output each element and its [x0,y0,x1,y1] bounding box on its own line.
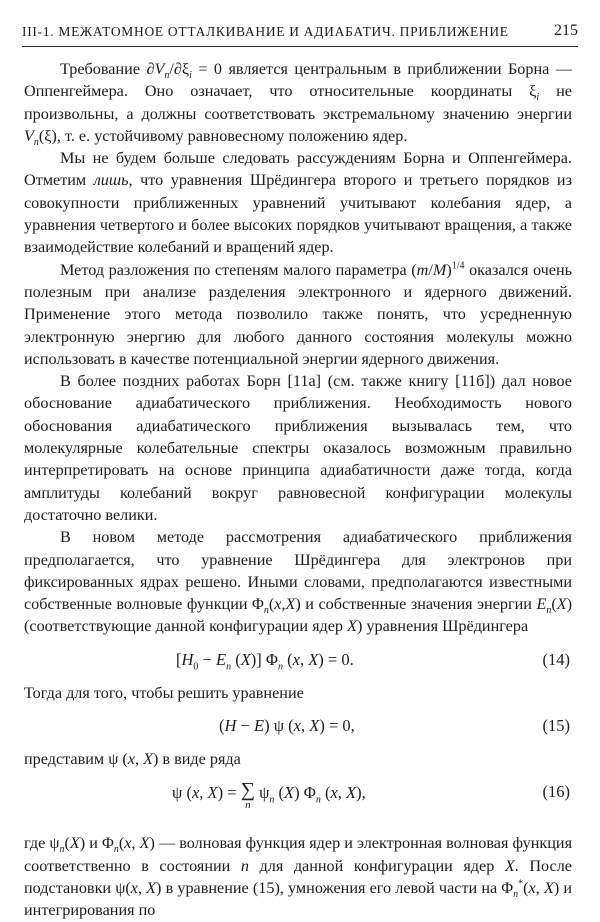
paragraph: Тогда для того, чтобы решить уравнение [24,683,304,702]
equation-formula: [$H_0 - E_n$ (X)] $\Phi_n$ (x, X) = 0. [176,649,354,673]
equation-formula [172,781,366,811]
equation-16 [24,770,572,832]
equation-number: (14) [542,649,570,669]
equation-number: (16) [542,782,570,802]
equation-15 [24,704,572,748]
paragraph: В более поздних работах Борн [11а] (см. также книгу [11б]) дал новое обоснование адиабатического приближения. Необходимость нового обоснования адиабатического приближения вызывалась тем, что молекулярные колебательные спектры оказалось возможным правильно интерпретировать на основе принципа адиабатичности даже тогда, когда амплитуды колебаний вокруг равновесной конфигурации молекулы достаточно велики. [24,372,572,524]
running-header [22,22,578,47]
paragraph: Мы не будем больше следовать рассуждениям Борна и Оппенгеймера. Отметим лишь, что уравнения Шрёдингера второго и третьего порядков из совокупности приближенных уравнений учитывают колебания ядер, а уравнения четвертого и более высоких порядков учитывают вращения, а также взаимодействие колебаний и вращений ядер. [24,149,572,257]
paragraph: представим ψ (x, X) в виде ряда [24,750,241,769]
equation-formula: (H − E) ψ (x, X) = 0, [219,716,355,736]
paragraph: Метод разложения по степеням малого параметра $(m/M)^{1/4}$ оказался очень полезным при анализе разделения электронного и ядерного движений. Применение этого метода позволило также понять, что усредненную электронную энергию для любого данного состояния молекулы можно использовать в качестве потенциальной энергии ядерного движения. [24,260,572,368]
page-number: 215 [554,22,578,39]
running-title: III-1. МЕЖАТОМНОЕ ОТТАЛКИВАНИЕ И АДИАБАТИЧ. ПРИБЛИЖЕНИЕ [22,24,509,39]
body-text [24,58,572,922]
summation-sign: ∑ n [240,779,255,812]
paragraph: где $\psi_n(X)$ и $\Phi_n(x$, X) — волновая функция ядер и электронная волновая функция соответственно в состоянии n для данной конфигурации ядер X. После подстановки ψ(x, X) в уравнение (15), умножения его левой части на $\Phi_n^*(x$, X) и интегрирования по [24,834,573,920]
equation-left: ψ (x, X) = [172,783,241,803]
equation-number: (15) [542,716,570,736]
equation-14 [24,638,572,682]
paragraph: В новом методе рассмотрения адиабатического приближения предполагается, что уравнение Шрёдингера для электронов при фиксированных ядрах решено. Иными словами, предполагаются известными собственные волновые функции $\Phi_n(x,X)$ и собственные значения энергии $E_n(X)$ (соответствующие данной конфигурации ядер X) уравнения Шрёдингера [24,528,572,636]
paragraph: Требование $\partial V_n/\partial\xi_i = 0$ является центральным в приближении Борна — Оппенгеймера. Оно означает, что относительные координаты $\xi_i$ не произвольны, а должны соответствовать экстремальному значению энергии $V_n(\xi)$, т. е. устойчивому равновесному положению ядер. [24,60,572,149]
equation-right: $\psi_n$ (X) $\Phi_n$ (x, X), [254,783,366,806]
